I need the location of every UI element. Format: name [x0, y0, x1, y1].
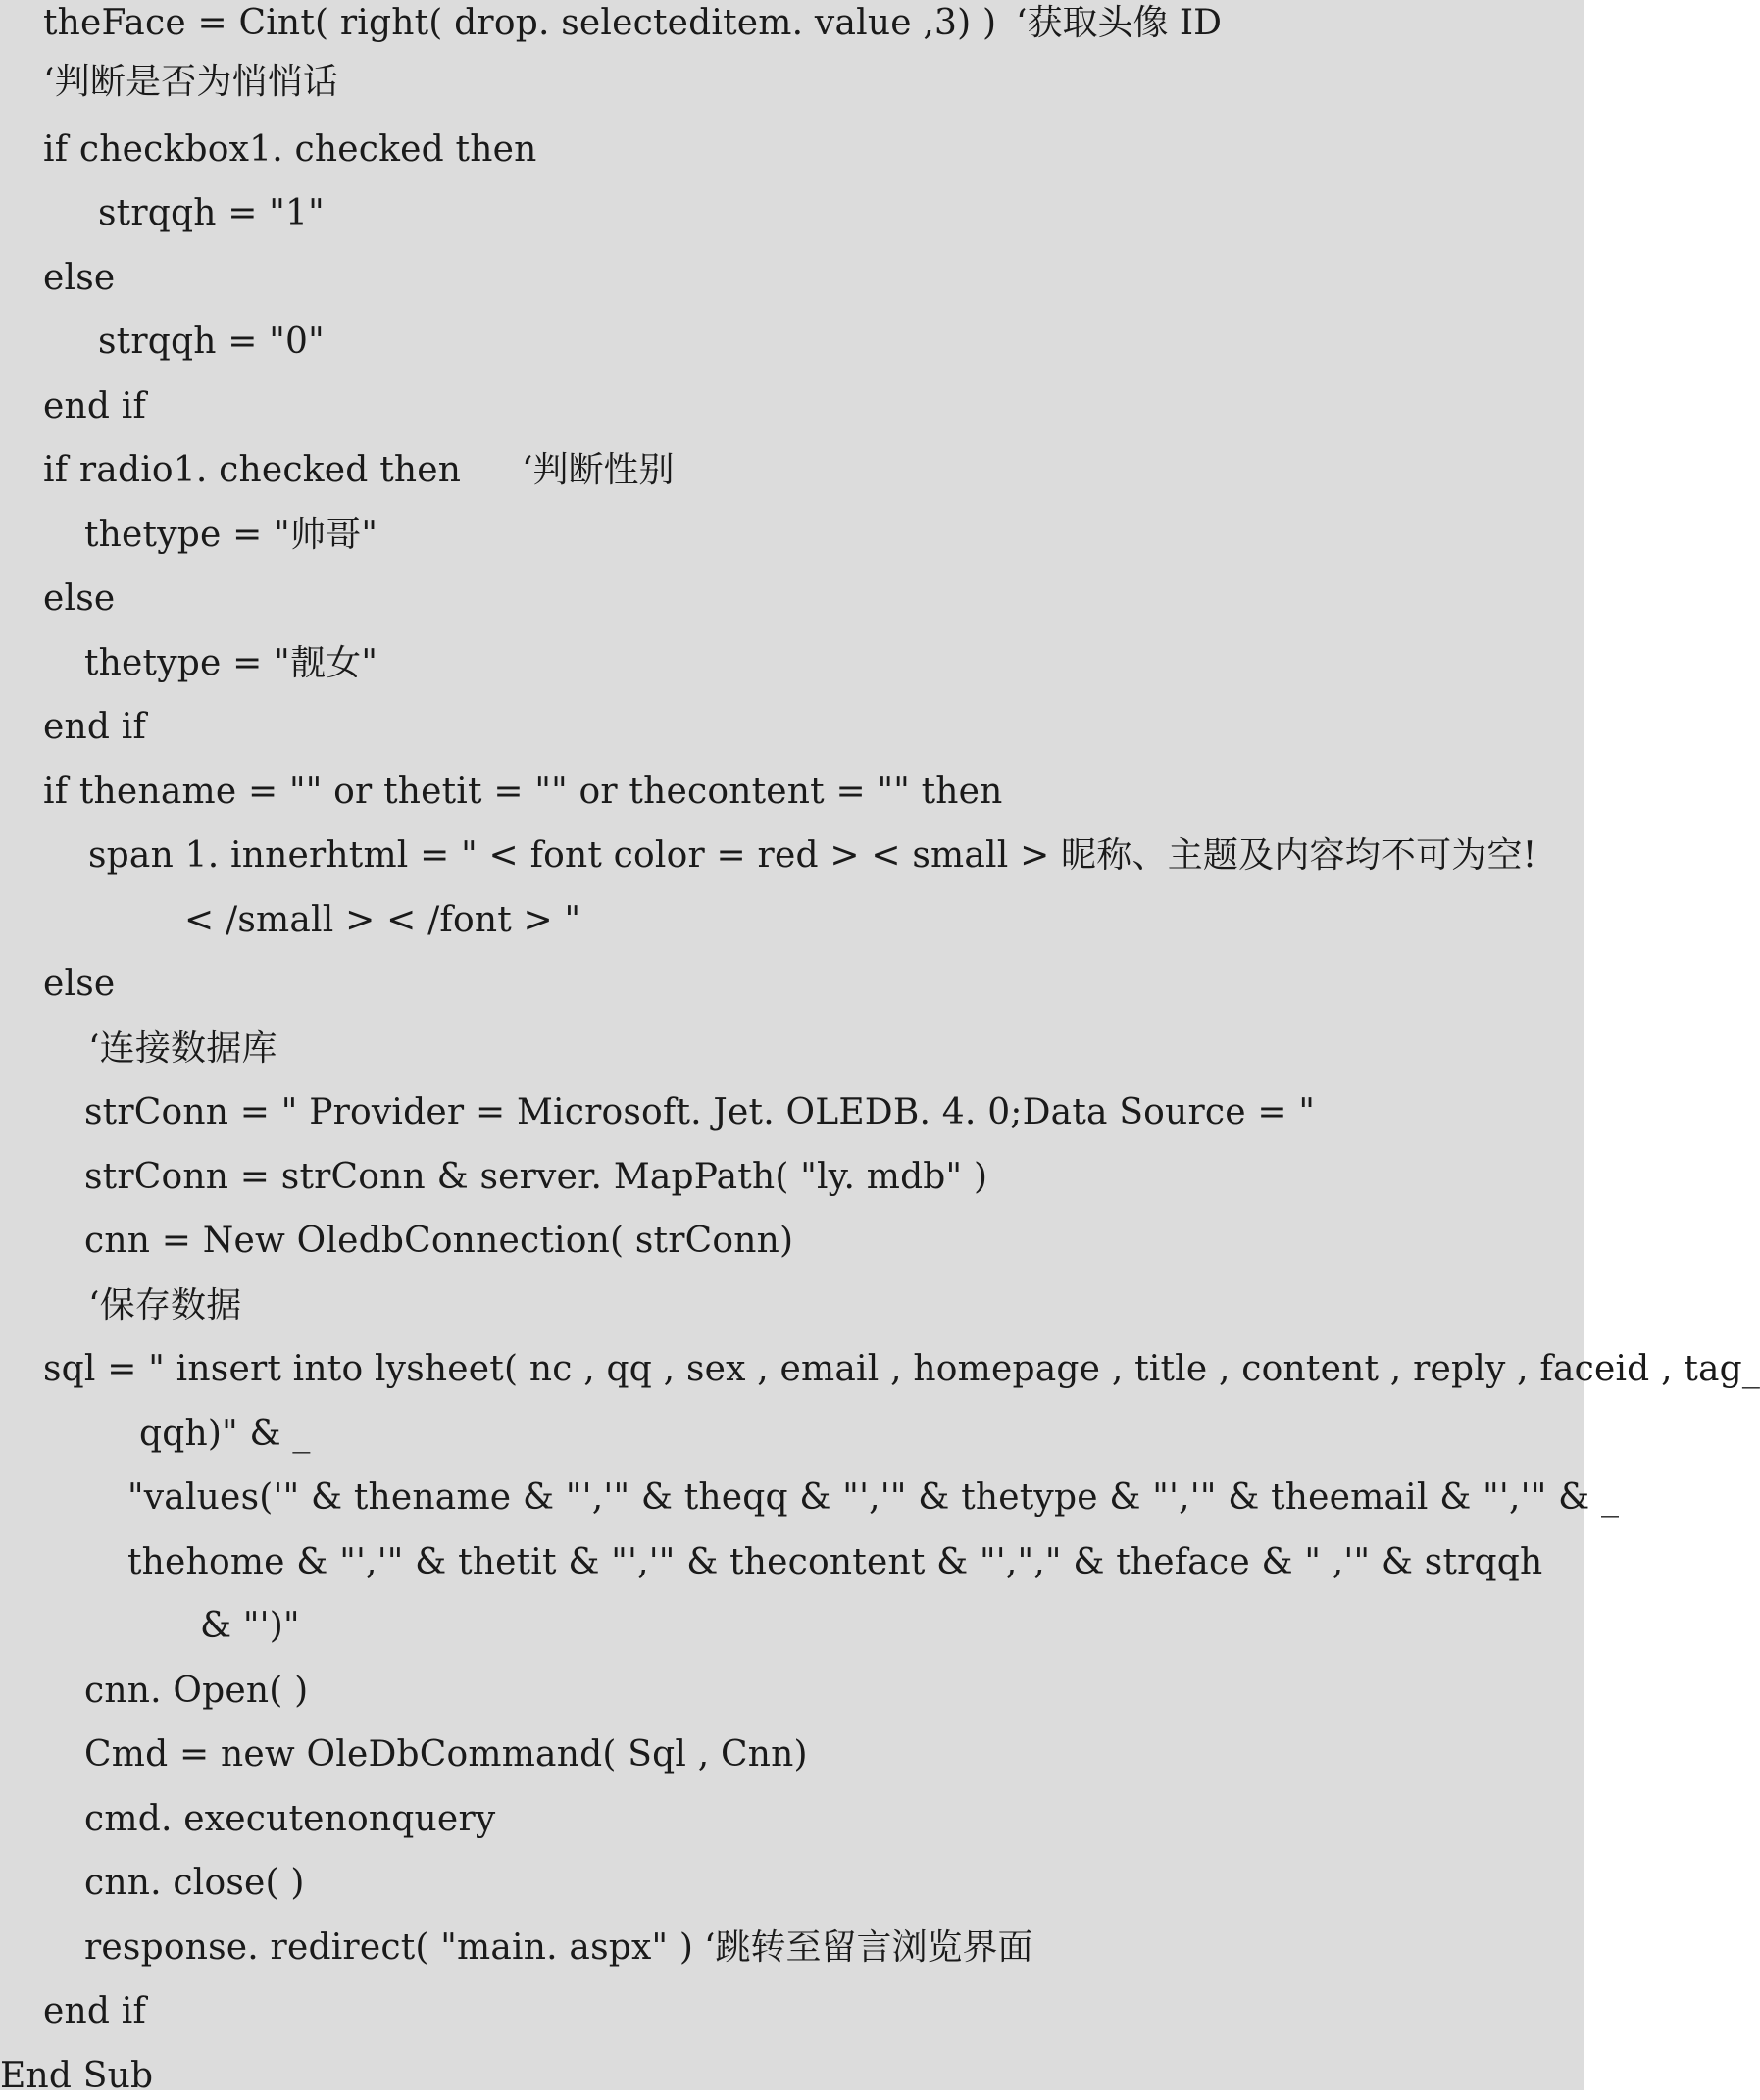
code-line: response. redirect( "main. aspx" ) [84, 1927, 694, 1968]
code-line: strqqh = "0" [98, 322, 325, 362]
code-line: if radio1. checked then [43, 450, 462, 490]
code-line: strConn = strConn & server. MapPath( "ly. mdb" ) [84, 1157, 988, 1197]
code-line: if checkbox1. checked then [43, 129, 537, 170]
code-line: strConn = " Provider = Microsoft. Jet. OLEDB. 4. 0;Data Source = " [84, 1092, 1316, 1132]
code-line: if thename = "" or thetit = "" or thecontent = "" then [43, 772, 1003, 812]
code-line: end if [43, 707, 147, 747]
code-comment: ‘判断性别 [522, 450, 675, 490]
code-line: thetype = "靓女" [84, 643, 378, 683]
code-line: & "')" [200, 1606, 300, 1646]
code-line: cnn. Open( ) [84, 1671, 309, 1711]
code-line: span 1. innerhtml = " < font color = red > < small > 昵称、主题及内容均不可为空! [88, 835, 1537, 875]
code-line: sql = " insert into lysheet( nc , qq , sex , email , homepage , title , content , reply , faceid , tag_ [43, 1349, 1760, 1389]
code-line: end if [43, 386, 147, 426]
code-comment: ‘获取头像 ID [1016, 3, 1222, 43]
code-line: End Sub [0, 2056, 154, 2096]
code-line: else [43, 258, 116, 298]
code-line: theFace = Cint( right( drop. selecteditem. value ,3) ) [43, 3, 997, 43]
code-line: ‘判断是否为悄悄话 [43, 62, 339, 102]
code-line: thetype = "帅哥" [84, 515, 378, 555]
code-line: else [43, 964, 116, 1004]
code-line: cnn = New OledbConnection( strConn) [84, 1221, 794, 1261]
code-line: Cmd = new OleDbCommand( Sql , Cnn) [84, 1734, 808, 1775]
code-line: ‘连接数据库 [88, 1028, 277, 1069]
code-line: end if [43, 1991, 147, 2031]
code-line: else [43, 578, 116, 619]
code-line: "values('" & thename & "','" & theqq & "','" & thetype & "','" & theemail & "','" & _ [127, 1477, 1620, 1518]
code-line: cnn. close( ) [84, 1863, 305, 1903]
code-line: strqqh = "1" [98, 193, 325, 233]
code-line: ‘保存数据 [88, 1285, 242, 1325]
code-line: < /small > < /font > " [184, 900, 581, 940]
code-line: qqh)" & _ [139, 1414, 311, 1454]
code-line: thehome & "','" & thetit & "','" & thecontent & "',"," & theface & " ,'" & strqqh [127, 1542, 1543, 1582]
code-comment: ‘跳转至留言浏览界面 [704, 1927, 1033, 1968]
code-line: cmd. executenonquery [84, 1799, 496, 1839]
